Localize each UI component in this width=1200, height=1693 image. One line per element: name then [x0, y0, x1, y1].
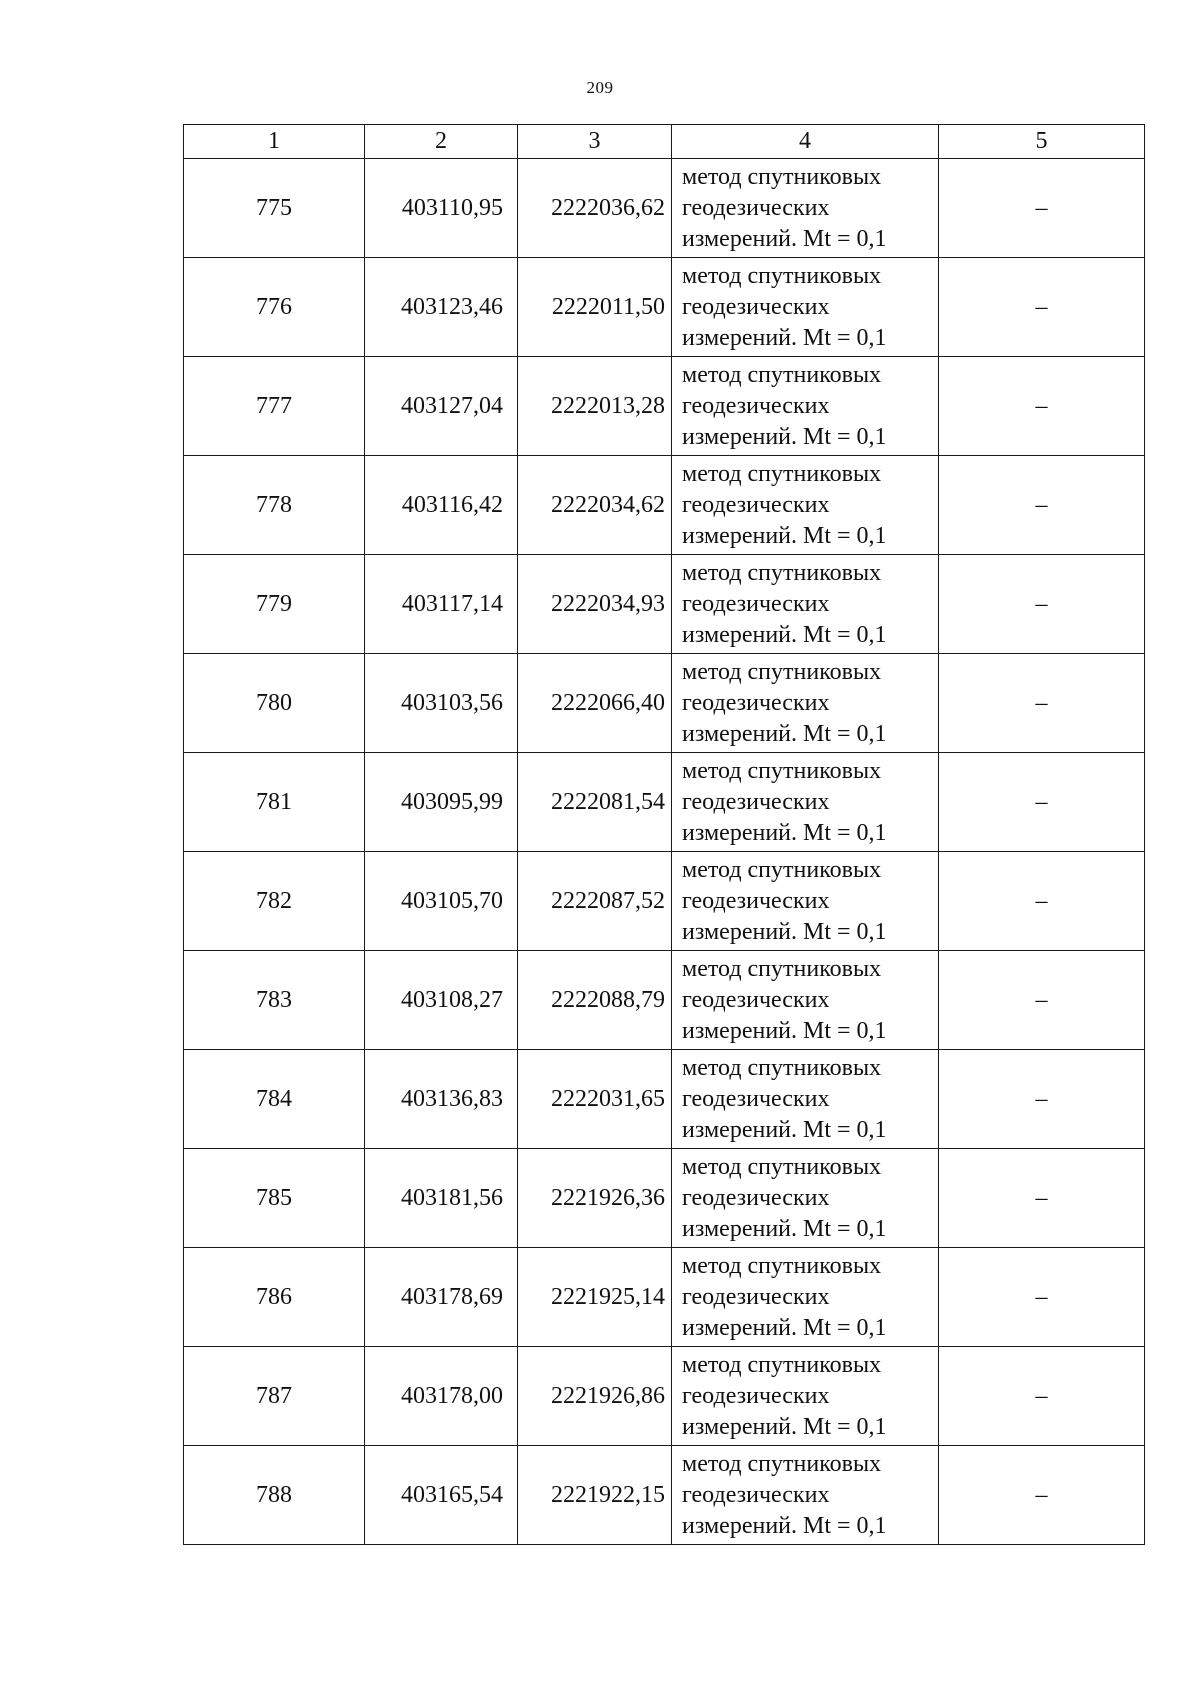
extra-cell: – [939, 1248, 1145, 1347]
method-line: метод спутниковых [682, 1054, 882, 1081]
extra-cell: – [939, 1050, 1145, 1149]
method-line: метод спутниковых [682, 559, 882, 586]
extra-cell: – [939, 753, 1145, 852]
extra-cell: – [939, 1149, 1145, 1248]
header-col-1: 1 [184, 125, 365, 159]
extra-cell: – [939, 258, 1145, 357]
method-cell [672, 258, 939, 357]
method-line: измерений. Mt = 0,1 [682, 1512, 887, 1539]
method-cell [672, 1446, 939, 1545]
extra-cell: – [939, 654, 1145, 753]
table-row [184, 753, 1145, 852]
table-row [184, 555, 1145, 654]
method-cell [672, 159, 939, 258]
table-row [184, 357, 1145, 456]
method-line: геодезических [682, 1283, 830, 1310]
method-line: измерений. Mt = 0,1 [682, 1413, 887, 1440]
point-number-cell: 780 [184, 654, 365, 753]
y-coordinate-cell: 2222013,28 [518, 357, 672, 456]
method-cell [672, 1050, 939, 1149]
method-cell [672, 951, 939, 1050]
header-col-3: 3 [518, 125, 672, 159]
method-cell [672, 753, 939, 852]
method-line: геодезических [682, 491, 830, 518]
header-col-2: 2 [365, 125, 518, 159]
method-line: измерений. Mt = 0,1 [682, 1017, 887, 1044]
table-row [184, 1149, 1145, 1248]
coordinates-table [183, 124, 1145, 1545]
method-line: метод спутниковых [682, 757, 882, 784]
table-row [184, 852, 1145, 951]
point-number-cell: 777 [184, 357, 365, 456]
point-number-cell: 775 [184, 159, 365, 258]
x-coordinate-cell: 403103,56 [365, 654, 518, 753]
x-coordinate-cell: 403110,95 [365, 159, 518, 258]
method-cell [672, 852, 939, 951]
table-row [184, 1446, 1145, 1545]
x-coordinate-cell: 403181,56 [365, 1149, 518, 1248]
header-col-4: 4 [672, 125, 939, 159]
method-line: измерений. Mt = 0,1 [682, 1215, 887, 1242]
table-row [184, 654, 1145, 753]
method-line: геодезических [682, 1481, 830, 1508]
method-line: метод спутниковых [682, 1450, 882, 1477]
point-number-cell: 788 [184, 1446, 365, 1545]
y-coordinate-cell: 2222081,54 [518, 753, 672, 852]
x-coordinate-cell: 403178,69 [365, 1248, 518, 1347]
point-number-cell: 787 [184, 1347, 365, 1446]
point-number-cell: 779 [184, 555, 365, 654]
header-row [184, 125, 1145, 159]
method-line: геодезических [682, 590, 830, 617]
y-coordinate-cell: 2222087,52 [518, 852, 672, 951]
method-cell [672, 654, 939, 753]
table-row [184, 456, 1145, 555]
y-coordinate-cell: 2222011,50 [518, 258, 672, 357]
header-col-5: 5 [939, 125, 1145, 159]
extra-cell: – [939, 555, 1145, 654]
table-row [184, 159, 1145, 258]
page-number: 209 [586, 78, 614, 97]
method-line: метод спутниковых [682, 658, 882, 685]
method-cell [672, 555, 939, 654]
x-coordinate-cell: 403136,83 [365, 1050, 518, 1149]
method-line: геодезических [682, 392, 830, 419]
extra-cell: – [939, 951, 1145, 1050]
method-line: измерений. Mt = 0,1 [682, 819, 887, 846]
method-line: геодезических [682, 986, 830, 1013]
table-header [184, 125, 1145, 159]
y-coordinate-cell: 2221926,36 [518, 1149, 672, 1248]
method-line: измерений. Mt = 0,1 [682, 225, 887, 252]
point-number-cell: 781 [184, 753, 365, 852]
method-line: геодезических [682, 1184, 830, 1211]
method-line: метод спутниковых [682, 163, 882, 190]
y-coordinate-cell: 2222066,40 [518, 654, 672, 753]
y-coordinate-cell: 2222031,65 [518, 1050, 672, 1149]
method-line: измерений. Mt = 0,1 [682, 720, 887, 747]
table-row [184, 1347, 1145, 1446]
x-coordinate-cell: 403108,27 [365, 951, 518, 1050]
method-cell [672, 357, 939, 456]
method-line: метод спутниковых [682, 856, 882, 883]
method-line: метод спутниковых [682, 955, 882, 982]
y-coordinate-cell: 2222036,62 [518, 159, 672, 258]
table-row [184, 1050, 1145, 1149]
method-line: измерений. Mt = 0,1 [682, 423, 887, 450]
x-coordinate-cell: 403165,54 [365, 1446, 518, 1545]
method-line: геодезических [682, 887, 830, 914]
method-line: метод спутниковых [682, 1252, 882, 1279]
x-coordinate-cell: 403117,14 [365, 555, 518, 654]
x-coordinate-cell: 403127,04 [365, 357, 518, 456]
method-line: геодезических [682, 1382, 830, 1409]
point-number-cell: 782 [184, 852, 365, 951]
x-coordinate-cell: 403123,46 [365, 258, 518, 357]
y-coordinate-cell: 2221925,14 [518, 1248, 672, 1347]
x-coordinate-cell: 403095,99 [365, 753, 518, 852]
y-coordinate-cell: 2222034,93 [518, 555, 672, 654]
method-line: метод спутниковых [682, 1351, 882, 1378]
point-number-cell: 784 [184, 1050, 365, 1149]
extra-cell: – [939, 1347, 1145, 1446]
extra-cell: – [939, 357, 1145, 456]
table-row [184, 951, 1145, 1050]
extra-cell: – [939, 456, 1145, 555]
point-number-cell: 778 [184, 456, 365, 555]
method-cell [672, 1347, 939, 1446]
y-coordinate-cell: 2222034,62 [518, 456, 672, 555]
y-coordinate-cell: 2222088,79 [518, 951, 672, 1050]
method-line: измерений. Mt = 0,1 [682, 918, 887, 945]
point-number-cell: 783 [184, 951, 365, 1050]
method-cell [672, 1248, 939, 1347]
x-coordinate-cell: 403178,00 [365, 1347, 518, 1446]
extra-cell: – [939, 852, 1145, 951]
point-number-cell: 785 [184, 1149, 365, 1248]
method-line: геодезических [682, 293, 830, 320]
extra-cell: – [939, 159, 1145, 258]
method-cell [672, 456, 939, 555]
y-coordinate-cell: 2221922,15 [518, 1446, 672, 1545]
method-line: метод спутниковых [682, 1153, 882, 1180]
table-row [184, 1248, 1145, 1347]
method-line: геодезических [682, 194, 830, 221]
method-line: геодезических [682, 689, 830, 716]
method-line: измерений. Mt = 0,1 [682, 621, 887, 648]
method-line: измерений. Mt = 0,1 [682, 1314, 887, 1341]
method-line: геодезических [682, 1085, 830, 1112]
method-line: метод спутниковых [682, 361, 882, 388]
table-body [184, 159, 1145, 1545]
method-line: измерений. Mt = 0,1 [682, 324, 887, 351]
x-coordinate-cell: 403105,70 [365, 852, 518, 951]
point-number-cell: 786 [184, 1248, 365, 1347]
method-line: метод спутниковых [682, 262, 882, 289]
y-coordinate-cell: 2221926,86 [518, 1347, 672, 1446]
method-line: геодезических [682, 788, 830, 815]
method-line: измерений. Mt = 0,1 [682, 522, 887, 549]
extra-cell: – [939, 1446, 1145, 1545]
method-cell [672, 1149, 939, 1248]
x-coordinate-cell: 403116,42 [365, 456, 518, 555]
method-line: измерений. Mt = 0,1 [682, 1116, 887, 1143]
method-line: метод спутниковых [682, 460, 882, 487]
table-row [184, 258, 1145, 357]
point-number-cell: 776 [184, 258, 365, 357]
